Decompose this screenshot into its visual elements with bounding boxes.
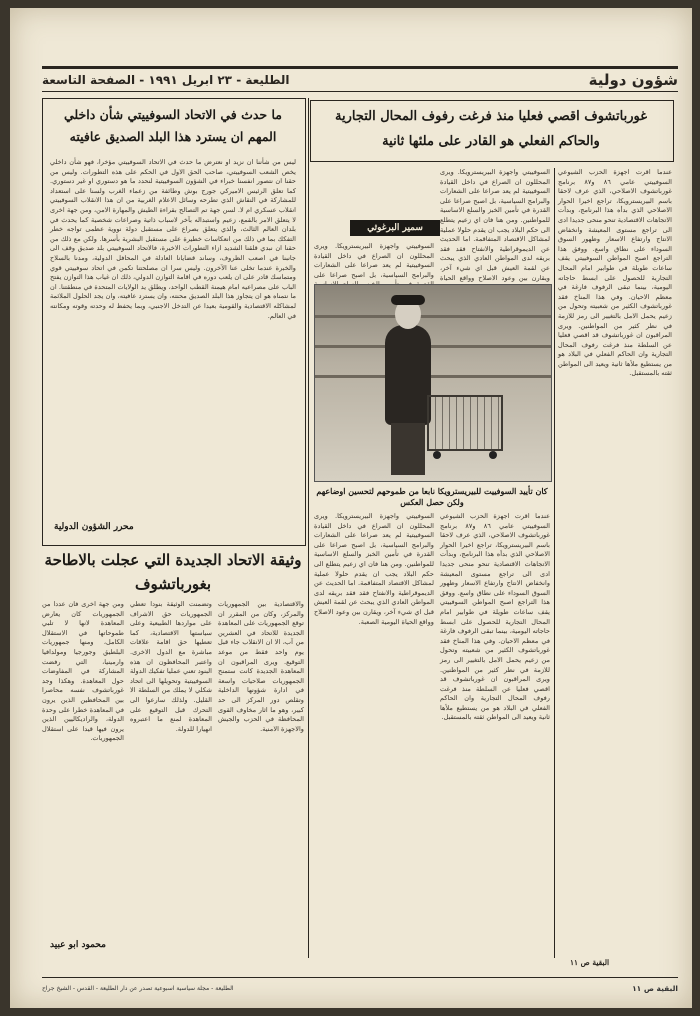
footer-jump: البقية ص ١١: [632, 983, 678, 993]
photo-old-man-with-cart: [314, 284, 552, 482]
left-article-headline: ما حدث في الاتحاد السوفييتي شأن داخلي المهم ان يسترد هذا البلد الصديق عافيته: [64, 107, 282, 144]
page-footer: [42, 977, 678, 998]
bottom-article-headline: وثيقة الاتحاد الجديدة التي عجلت بالاطاحة بغورباتشوف: [44, 551, 302, 593]
continued-note: البقية ص ١١: [570, 958, 610, 967]
shopping-cart-icon: [427, 395, 503, 451]
newspaper-page: [10, 8, 692, 1008]
center-article-body-b: السوفييتي واجهزة البيريسترويكا. ويرى المحللون ان الصراع في داخل القيادة السوفييتية لم يعد صراعا على الشعارات والبرامج السياسية، بل اصبح صراعا على: [314, 242, 434, 279]
column-rule: [554, 168, 555, 958]
center-article-body-a: السوفييتي واجهزة البيريسترويكا. ويرى المحللون ان الصراع في داخل القيادة السوفييتية لم يعد صراعا على الشعارات والبرامج السياسية، بل اصبح صراعا على القدرة في تأمين الخبز والسلع الاساسية للمواطنين. ومن هنا فان اي زعيم يتطلع الى حكم البلاد يجب ان يقدم حلولا عملية لمشاكل الاقتصاد المتفاقمة. اما الحديث عن الديموقراطية والانفتاح فقد فقد بريقه لدى المواطن العادي الذي يبحث عن لقمة العيش قبل اي شيء آخر، ويقارن بين وعود الاصلاح وواقع الحياة: [440, 168, 550, 282]
bottom-article-body-right: والاقتصادية بين الجمهوريات والمركز، وكان من المقرر ان توقع الجمهوريات على المعاهدة الجديدة للاتحاد في العشرين من آب، الا ان الانقلاب جاء قبل يوم واحد فقط من موعد التوقيع. ويرى المراقبون ان المعاهدة الجديدة كانت ستمنح الجمهوريات صلاحيات واسعة في ادارة شؤونها الداخلية وتقلص دور المركز الى حد كبير، وهو ما اثار مخاوف القوى المحافظة في الحزب والجيش والاجهزة الامنية.: [218, 600, 304, 733]
photo-caption: كان تأييد السوفييت للبيريسترويكا نابعا من طموحهم لتحسين اوضاعهم ولكن حصل العكس: [316, 486, 548, 507]
left-article-byline: محرر الشؤون الدولية: [54, 522, 134, 532]
center-article-body-d: السوفييتي واجهزة البيريسترويكا. ويرى المحللون ان الصراع في داخل القيادة السوفييتية لم يعد صراعا على الشعارات والبرامج السياسية، بل اصبح صراعا على القدرة في تأمين الخبز والسلع الاساسية للمواطنين. ومن هنا فان اي زعيم يتطلع الى حكم البلاد يجب ان يقدم حلولا عملية لمشاكل الاقتصاد المتفاقمة. اما الحديث عن الديموقراطية والانفتاح فقد فقد بريقه لدى المواطن العادي الذي يبحث عن لقمة العيش قبل اي شيء آخر، ويقارن بين وعود الاصلاح وواقع الحياة اليومية الصعبة.: [314, 512, 434, 626]
bottom-article-body-center: وتضمنت الوثيقة بنودا تعطي الجمهوريات حق الاشراف على مواردها الطبيعية وعلى سياستها الاقتصادية، كما تعطيها حق اقامة علاقات مباشرة مع الدول الاخرى. واعتبر المحافظون ان هذه البنود تعني عمليا تفكيك الدولة السوفييتية وتحويلها الى اتحاد شكلي لا يملك من السلطة الا القليل. ولذلك سارعوا الى التحرك قبل التوقيع على المعاهدة لمنع ما اعتبروه انهيارا للدولة.: [130, 600, 212, 733]
issue-line: الطليعة - ٢٣ ابريل ١٩٩١ - الصفحة التاسعة: [42, 73, 290, 87]
column-rule: [308, 98, 309, 958]
left-article-body: ليس من شأننا ان نزيد او نعترض ما حدث في الاتحاد السوفييتي مؤخرا، فهو شأن داخلي يخص الشعب السوفييتي، صاحب الحق الاول في الحكم على هذه التطورات. وليس من حقنا ان نتصور انفسنا خبراء في الشؤون السوفييتية لنحدد ما هو دستوري او غير دستوري. كما تعلق الرئيس الاميركي جورج بوش وطائفة من زعماء الغرب ولسنا على استعداد للمشاركة في النقاش الذي تطرحه وسائل الاعلام الغربية من ان هذا الانقلاب السوفييتي انقلاب عسكري ام لا. لسن جهة تم التصالح بقراءة الطيش والمهارة الامن، ومن جهة اخرى لا يتعلق الامر بالقمع، زعيم واستبداله بآخر لاسباب ذاتية وصراعات شخصية كما يحدث في بلدان العالم الثالث، والذي يتعلق بصراع على مستقبل دولة نووية عظمى تواجه خطر التفكك بما في ذلك من انعكاسات خطيرة على مستقبل البشرية بأسرها. ولكن مع ذلك من حقنا ان نبدي قلقنا الشديد ازاء التطورات الاخيرة، فالاتحاد السوفييتي بلد صديق وقف الى جانبنا في اصعب الظروف، وساند قضايانا العادلة في المحافل الدولية، ومدنا بالسلاح والخبرة عندما تخلى عنا الآخرون. وليس سرا ان مصلحتنا تكمن في اتحاد سوفييتي قوي ومتماسك قادر على ان يلعب دوره في اقامة التوازن الدولي، ذلك ان غياب هذا التوازن يفتح الباب على مصراعيه امام هيمنة القطب الواحد، ويطلق يد الولايات المتحدة في منطقتنا. ان ما نتمناه هو ان يتجاوز هذا البلد الصديق محنته، وان يسترد عافيته، وان يجد الحلول الملائمة لمشاكله الاقتصادية والقومية بعيدا عن التدخل الاجنبي، وبما يحفظ له وحدته وقوته ومكانته في العالم.: [50, 158, 296, 320]
center-article-body-c: عندما اقرت اجهزة الحزب الشيوعي السوفييتي عامي ٨٦ و٨٧ برنامج غورباتشوف الاصلاحي، الذي عرف لاحقا باسم البيريسترويكا، تراجع اخيرا الحوار الاصلاحي الذي بدأه هذا البرنامج، وبدأت الاتجاهات الاقتصادية تنحو منحى جديدا ادى الى تراجع مستوى المعيشة وانخفاض الانتاج وارتفاع الاسعار وظهور السوق السوداء على نطاق واسع. ووفق هذا التراجع اصبح المواطن السوفييتي يقف ساعات طويلة في طوابير امام المحال التجارية للحصول على ابسط حاجاته اليومية، بينما تبقى الرفوف فارغة في معظم الاحيان. وفي هذا المناخ فقد غورباتشوف الكثير من شعبيته وتحول من زعيم يحمل الامل بالتغيير الى رمز للازمة في نظر كثير من المواطنين. ويرى المراقبون ان غورباتشوف قد اقصي فعليا عن السلطة منذ فرغت رفوف المحال التجارية وان الحاكم الفعلي في البلاد هو من يستطيع ملأها ثانية ويعيد الى المواطن ثقته بالمستقبل.: [440, 512, 551, 722]
bottom-article-body-left: ومن جهة اخرى فان عددا من الجمهوريات كان يعارض المعاهدة لانها لا تلبي طموحاتها في الاستقلال الكامل، ومنها جمهوريات البلطيق وجورجيا ومولدافيا وارمينيا، التي رفضت المشاركة في المفاوضات حول المعاهدة. وهكذا وجد غورباتشوف نفسه محاصرا بين المحافظين الذين يرون في المعاهدة خطرا على وحدة الدولة، والراديكاليين الذين يرون فيها قيدا على استقلال الجمهوريات.: [42, 600, 124, 743]
center-article-body-right: عندما اقرت اجهزة الحزب الشيوعي السوفييتي عامي ٨٦ و٨٧ برنامج غورباتشوف الاصلاحي، الذي عرف لاحقا باسم البيريسترويكا، تراجع اخيرا الحوار الاصلاحي الذي بدأه هذا البرنامج، وبدأت الاتجاهات الاقتصادية تنحو منحى جديدا ادى الى تراجع مستوى المعيشة وانخفاض الانتاج وارتفاع الاسعار وظهور السوق السوداء على نطاق واسع. ووفق هذا التراجع اصبح المواطن السوفييتي يقف ساعات طويلة في طوابير امام المحال التجارية للحصول على ابسط حاجاته اليومية، بينما تبقى الرفوف فارغة في معظم الاحيان. وفي هذا المناخ فقد غورباتشوف الكثير من شعبيته وتحول من زعيم يحمل الامل بالتغيير الى رمز للازمة في نظر كثير من المواطنين. ويرى المراقبون ان غورباتشوف قد اقصي فعليا عن السلطة منذ فرغت رفوف المحال التجارية وان الحاكم الفعلي في البلاد هو من يستطيع ملأها ثانية ويعيد الى المواطن ثقته بالمستقبل.: [558, 168, 673, 378]
center-headline: غورباتشوف اقصي فعليا منذ فرغت رفوف المحال التجارية والحاكم الفعلي هو القادر على ملئها ثانية: [334, 109, 647, 149]
person-figure: [385, 325, 431, 425]
bottom-article-author: محمود ابو عبيد: [50, 940, 106, 950]
footer-credits: الطليعة - مجلة سياسية اسبوعية تصدر عن دار الطليعة - القدس - الشيخ جراح: [42, 984, 234, 992]
author-tag: سمير البرغوثي: [350, 220, 440, 236]
page-header: [42, 66, 678, 92]
section-title: شؤون دولية: [588, 71, 678, 89]
